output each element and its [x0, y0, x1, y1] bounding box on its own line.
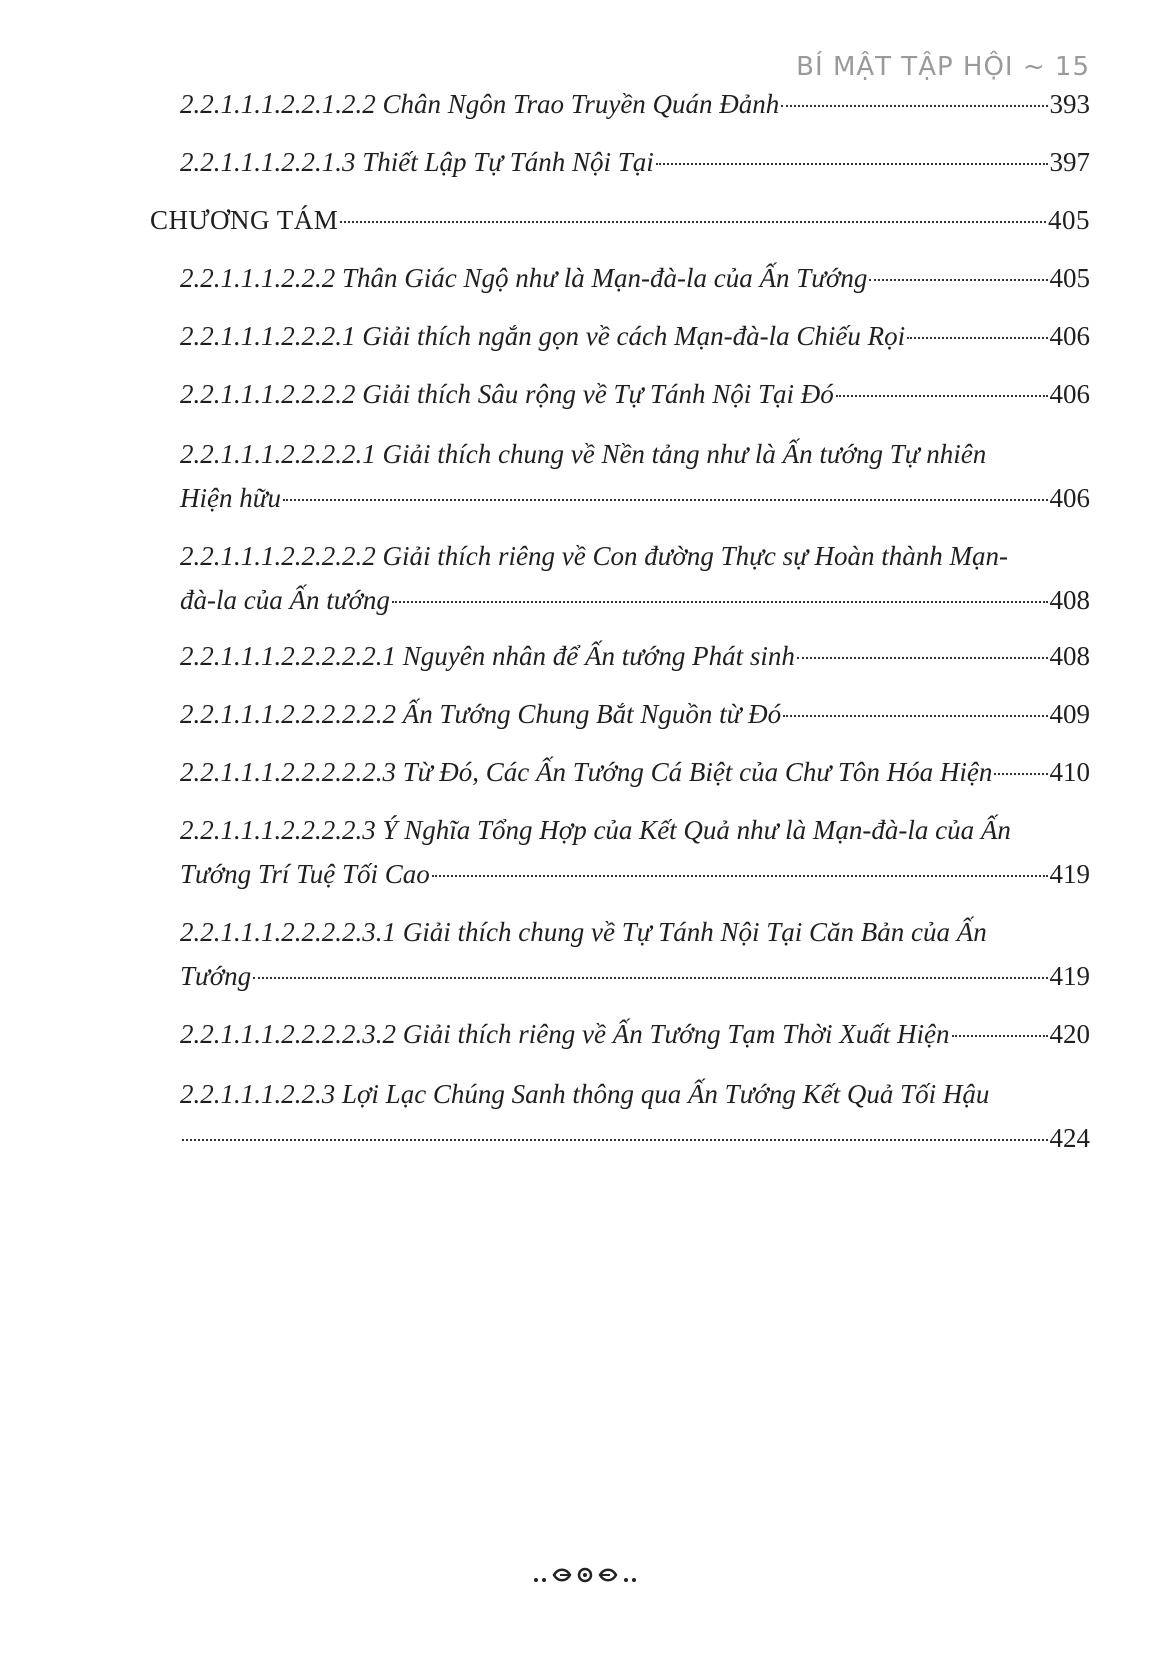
leader-dots	[432, 875, 1048, 877]
leader-dots	[907, 337, 1047, 339]
toc-entry-page: 410	[1049, 757, 1090, 787]
toc-entry-title: 2.2.1.1.1.2.2.2.1 Giải thích ngắn gọn về cách Mạn-đà-la Chiếu Rọi	[180, 321, 906, 351]
toc-entry-title: 2.2.1.1.1.2.2.1.3 Thiết Lập Tự Tánh Nội Tại	[180, 147, 654, 177]
toc-entry-page: 424	[1049, 1123, 1090, 1153]
toc-entry[interactable]	[180, 1072, 1090, 1160]
leader-dots	[253, 977, 1047, 979]
toc-entry-title-line1: 2.2.1.1.1.2.2.2.2.3 Ý Nghĩa Tổng Hợp của Kết Quả như là Mạn-đà-la của Ấn	[180, 815, 1011, 845]
toc-entry-title: Tướng Trí Tuệ Tối Cao	[180, 859, 430, 889]
toc-entry[interactable]	[180, 534, 1090, 622]
leader-dots	[340, 221, 1046, 223]
leader-dots	[952, 1035, 1048, 1037]
toc-entry-page: 408	[1049, 585, 1090, 615]
toc-entry-title: 2.2.1.1.1.2.2.1.2.2 Chân Ngôn Trao Truyền Quán Đảnh	[180, 89, 780, 119]
running-header: BÍ MẬT TẬP HỘI ~ 15	[796, 52, 1090, 82]
toc-entry[interactable]	[180, 634, 1090, 678]
toc-chapter-entry[interactable]	[150, 198, 1090, 242]
leader-dots	[283, 499, 1048, 501]
toc-entry[interactable]	[180, 910, 1090, 998]
toc-entry-title: Tướng	[180, 961, 252, 991]
vajra-ornament-icon	[530, 1560, 640, 1590]
toc-entry[interactable]	[180, 82, 1090, 126]
toc-entry-title-line1: 2.2.1.1.1.2.2.3 Lợi Lạc Chúng Sanh thông qua Ấn Tướng Kết Quả Tối Hậu	[180, 1079, 990, 1109]
toc-entry-page: 408	[1049, 641, 1090, 671]
toc-entry-title: 2.2.1.1.1.2.2.2.2.2.1 Nguyên nhân để Ấn tướng Phát sinh	[180, 641, 795, 671]
toc-entry-title: Hiện hữu	[180, 483, 281, 513]
toc-entry-page: 420	[1049, 1019, 1090, 1049]
toc-entry-title-line1: 2.2.1.1.1.2.2.2.2.3.1 Giải thích chung về Tự Tánh Nội Tại Căn Bản của Ấn	[180, 917, 987, 947]
toc-entry[interactable]	[180, 314, 1090, 358]
toc-entry-title: 2.2.1.1.1.2.2.2.2.2.2 Ấn Tướng Chung Bắt Nguồn từ Đó	[180, 699, 782, 729]
toc-chapter-title: CHƯƠNG TÁM	[150, 205, 339, 235]
leader-dots	[869, 279, 1047, 281]
toc-entry-title: 2.2.1.1.1.2.2.2 Thân Giác Ngộ như là Mạn-đà-la của Ấn Tướng	[180, 263, 868, 293]
toc-entry-page: 397	[1049, 147, 1090, 177]
toc-entry-page: 419	[1049, 961, 1090, 991]
leader-dots	[836, 395, 1048, 397]
toc-entry[interactable]	[180, 692, 1090, 736]
toc-entry-page: 406	[1049, 321, 1090, 351]
toc-entry-page: 406	[1049, 483, 1090, 513]
toc-entry[interactable]	[180, 256, 1090, 300]
toc-entry-title: 2.2.1.1.1.2.2.2.2.2.3 Từ Đó, Các Ấn Tướng Cá Biệt của Chư Tôn Hóa Hiện	[180, 757, 993, 787]
leader-dots	[783, 715, 1047, 717]
toc-entry-title: 2.2.1.1.1.2.2.2.2 Giải thích Sâu rộng về Tự Tánh Nội Tại Đó	[180, 379, 834, 409]
toc-entry[interactable]	[180, 808, 1090, 896]
toc-entry-page: 405	[1049, 263, 1090, 293]
toc-entry[interactable]	[180, 1012, 1090, 1056]
toc-entry[interactable]	[180, 432, 1090, 520]
toc-entry-title-line1: 2.2.1.1.1.2.2.2.2.1 Giải thích chung về Nền tảng như là Ấn tướng Tự nhiên	[180, 439, 987, 469]
toc-entry[interactable]	[180, 750, 1090, 794]
leader-dots	[994, 773, 1047, 775]
toc-entry-title-line1: 2.2.1.1.1.2.2.2.2.2 Giải thích riêng về Con đường Thực sự Hoàn thành Mạn-	[180, 541, 1009, 571]
leader-dots	[392, 601, 1048, 603]
leader-dots	[781, 105, 1047, 107]
toc-entry[interactable]	[180, 372, 1090, 416]
leader-dots	[182, 1139, 1048, 1141]
toc-entry-page: 419	[1049, 859, 1090, 889]
toc-entry-page: 405	[1048, 205, 1090, 235]
toc-entry-page: 393	[1049, 89, 1090, 119]
toc-entry-title: đà-la của Ấn tướng	[180, 585, 390, 615]
toc-entry-page: 406	[1049, 379, 1090, 409]
toc-entry[interactable]	[180, 140, 1090, 184]
leader-dots	[797, 657, 1048, 659]
toc-entry-title: 2.2.1.1.1.2.2.2.2.3.2 Giải thích riêng về Ấn Tướng Tạm Thời Xuất Hiện	[180, 1019, 950, 1049]
leader-dots	[656, 163, 1048, 165]
toc-entry-page: 409	[1049, 699, 1090, 729]
